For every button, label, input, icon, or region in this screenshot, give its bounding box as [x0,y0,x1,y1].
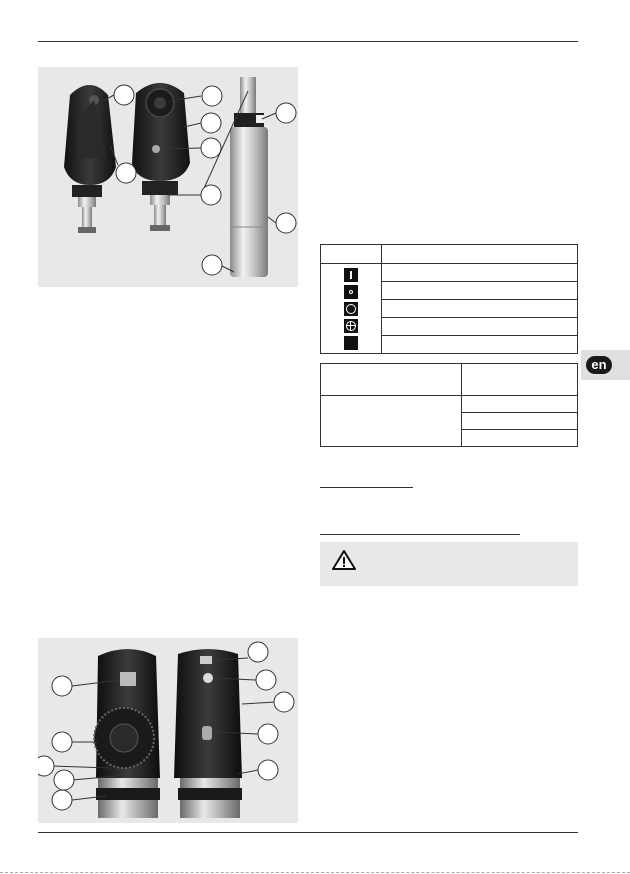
callout-markers-2 [38,642,294,810]
lens-table-value-cell [462,396,578,413]
slit-icon [344,268,358,282]
fixation-star-icon [344,319,358,333]
ophthalmoscope-head-side [64,85,116,233]
large-spot-icon [344,302,358,316]
section-heading-underline [320,534,520,535]
lens-table-value-cell [462,413,578,430]
warning-triangle-icon [331,549,357,571]
head-front-view [94,649,160,818]
aperture-description-cell [382,336,578,354]
footer-rule [38,832,578,833]
battery-handle [230,77,268,277]
aperture-table-header-description [382,245,578,264]
lens-table-value-cell [462,430,578,447]
language-badge: en [586,356,612,374]
lens-table-group-cell [321,396,462,447]
lens-table-header-left [321,364,462,396]
aperture-symbols-cell [321,264,382,354]
aperture-description-cell [382,300,578,318]
section-heading-underline [320,487,413,488]
header-rule [38,41,578,42]
figure-head-controls [38,638,298,823]
small-spot-icon [344,285,358,299]
aperture-row [321,264,578,282]
lens-table-header-row [321,364,578,396]
aperture-description-cell [382,282,578,300]
figure-head-controls-drawing [38,638,298,823]
head-back-view [174,649,242,818]
aperture-table [320,244,578,354]
aperture-description-cell [382,318,578,336]
aperture-table-header-row [321,245,578,264]
figure-instrument-heads [38,67,298,287]
aperture-table-header-symbol [321,245,382,264]
warning-box [320,542,578,586]
lens-table-row [321,396,578,413]
aperture-description-cell [382,264,578,282]
lens-table [320,363,578,447]
lens-table-header-right [462,364,578,396]
red-free-filter-icon [344,336,358,350]
figure-instrument-heads-drawing [38,67,298,287]
page-trim-line [0,872,630,873]
ophthalmoscope-head-front [132,83,190,231]
